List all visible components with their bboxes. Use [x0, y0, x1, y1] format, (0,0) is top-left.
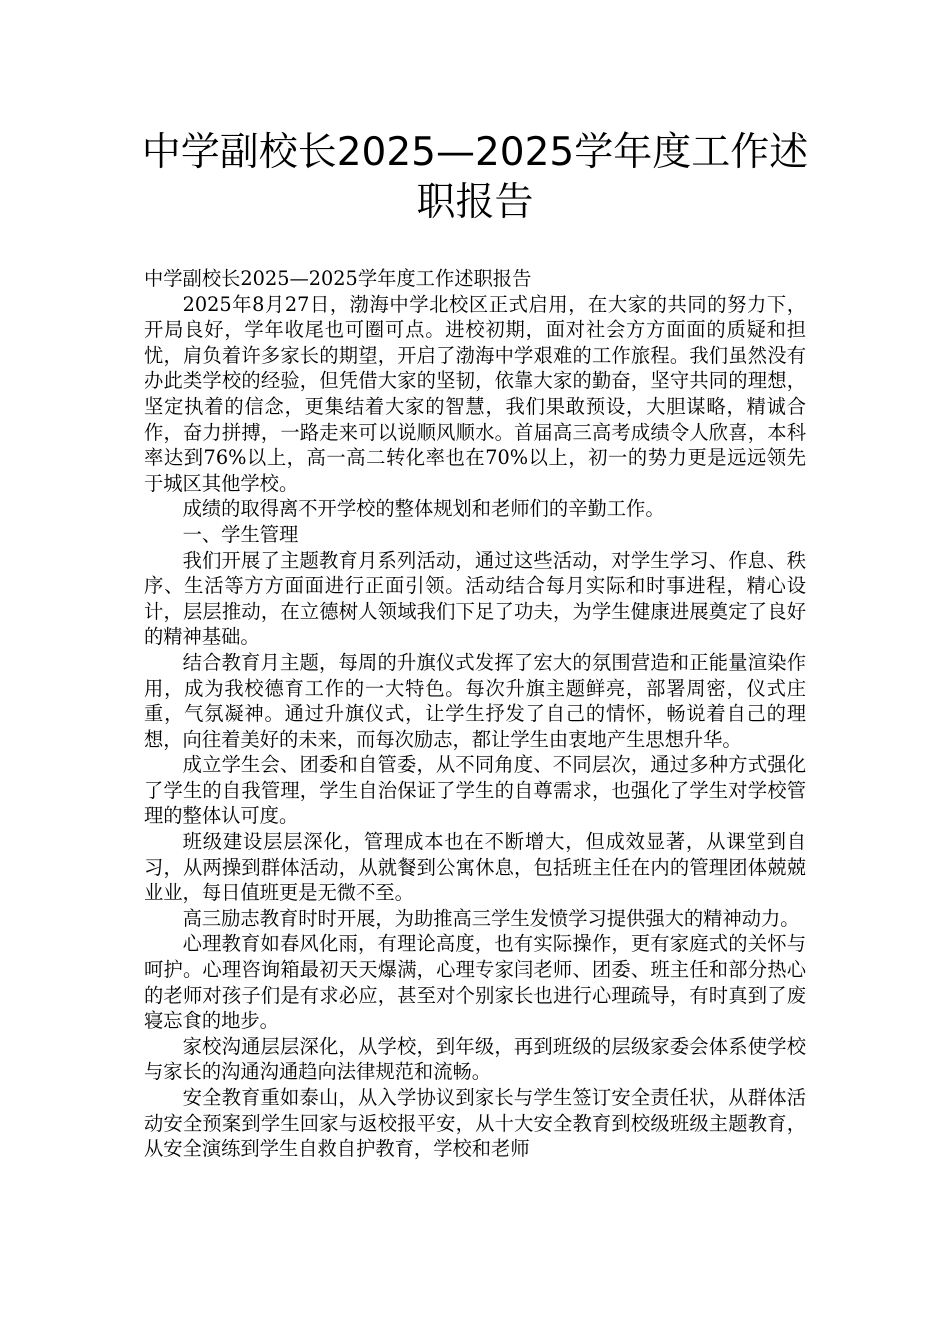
section-heading: 一、学生管理: [182, 522, 299, 546]
body-paragraph: 心理教育如春风化雨，有理论高度，也有实际操作，更有家庭式的关怀与呵护。心理咨询箱最初天天爆满，心理专家闫老师、团委、班主任和部分热心的老师对孩子们是有求必应，甚至对个别家长也进行心理疏导，有时真到了废寝忘食的地步。: [144, 932, 806, 1033]
body-paragraph: 2025年8月27日，渤海中学北校区正式启用，在大家的共同的努力下，开局良好，学年收尾也可圈可点。进校初期，面对社会方方面面的质疑和担忧，肩负着许多家长的期望，开启了渤海中学艰难的工作旅程。我们虽然没有办此类学校的经验，但凭借大家的坚韧，依靠大家的勤奋，坚守共同的理想，坚定执着的信念，更集结着大家的智慧，我们果敢预设，大胆谋略，精诚合作，奋力拼搏，一路走来可以说顺风顺水。首届高三高考成绩令人欣喜，本科率达到76%以上，高一高二转化率也在70%以上，初一的势力更是远远领先于城区其他学校。: [144, 292, 806, 495]
body-paragraph: 成绩的取得离不开学校的整体规划和老师们的辛勤工作。: [182, 497, 665, 521]
body-paragraph: 高三励志教育时时开展，为助推高三学生发愤学习提供强大的精神动力。: [182, 906, 800, 930]
body-paragraph: 安全教育重如泰山，从入学协议到家长与学生签订安全责任状，从群体活动安全预案到学生回家与返校报平安，从十大安全教育到校级班级主题教育，从安全演练到学生自救自护教育，学校和老师: [144, 1086, 806, 1161]
title-line-1: 中学副校长2025—2025学年度工作述: [141, 130, 809, 175]
body-paragraph: 成立学生会、团委和自管委，从不同角度、不同层次，通过多种方式强化了学生的自我管理，学生自治保证了学生的自尊需求，也强化了学生对学校管理的整体认可度。: [144, 753, 806, 828]
title-line-2: 职报告: [416, 180, 534, 225]
document-body: [144, 266, 806, 1162]
body-paragraph: 家校沟通层层深化，从学校，到年级，再到班级的层级家委会体系使学校与家长的沟通沟通趋向法律规范和流畅。: [144, 1034, 806, 1084]
document-title: [120, 128, 830, 228]
body-paragraph: 班级建设层层深化，管理成本也在不断增大，但成效显著，从课堂到自习，从两操到群体活动，从就餐到公寓休息，包括班主任在内的管理团体兢兢业业，每日值班更是无微不至。: [144, 830, 806, 905]
body-paragraph: 我们开展了主题教育月系列活动，通过这些活动，对学生学习、作息、秩序、生活等方方面面进行正面引领。活动结合每月实际和时事进程，精心设计，层层推动，在立德树人领域我们下足了功夫，为学生健康进展奠定了良好的精神基础。: [144, 548, 806, 649]
body-paragraph: 结合教育月主题，每周的升旗仪式发挥了宏大的氛围营造和正能量渲染作用，成为我校德育工作的一大特色。每次升旗主题鲜亮，部署周密，仪式庄重，气氛凝神。通过升旗仪式，让学生抒发了自己的情怀，畅说着自己的理想，向往着美好的未来，而每次励志，都让学生由衷地产生思想升华。: [144, 650, 806, 751]
subtitle-paragraph: 中学副校长2025—2025学年度工作述职报告: [144, 267, 532, 290]
